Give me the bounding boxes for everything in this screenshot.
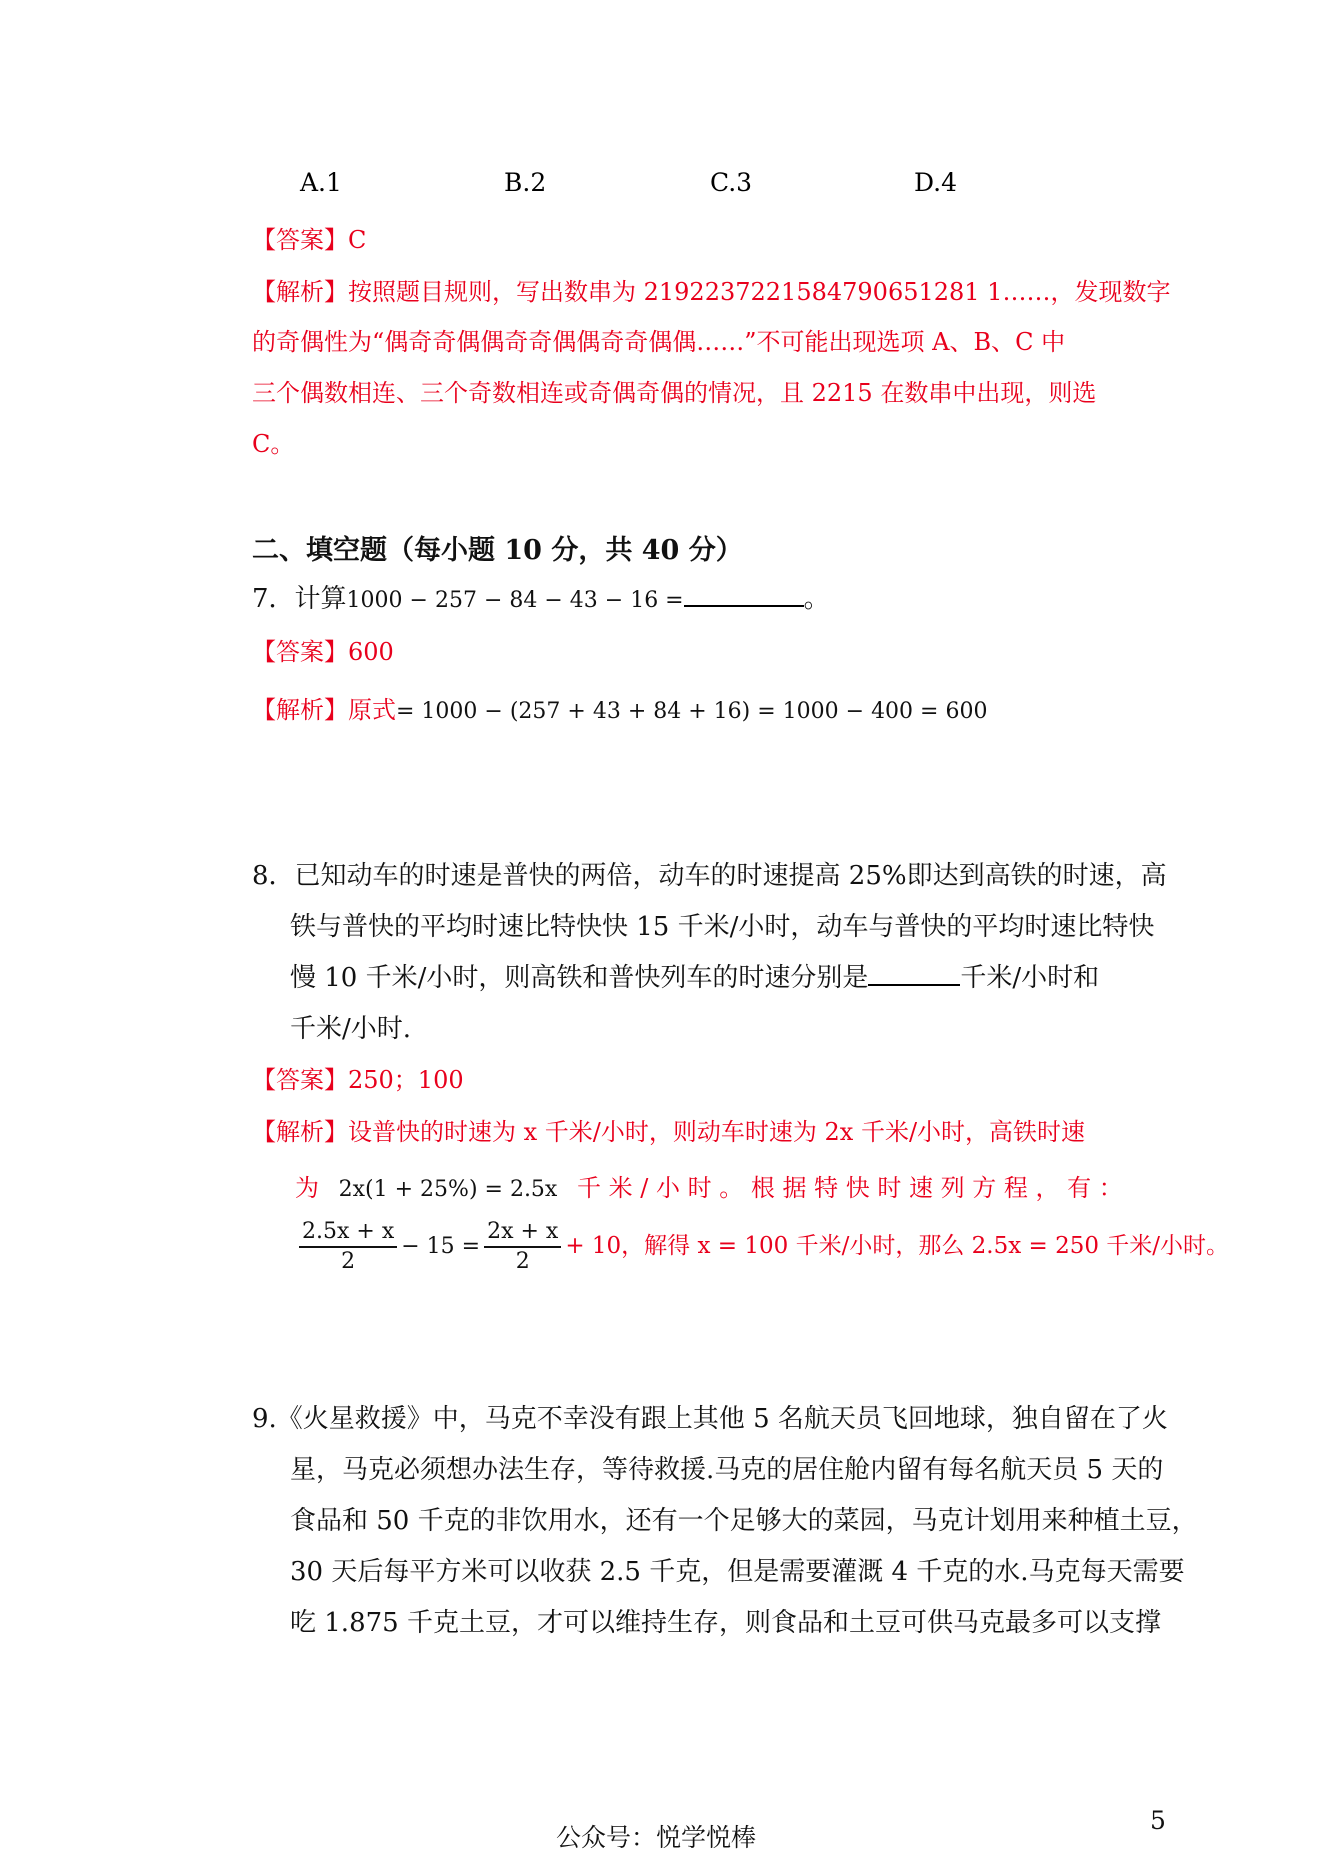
q7-stem	[252, 578, 830, 615]
q8-fraction-1-den: 2	[341, 1249, 356, 1274]
q6-analysis-line-1: 【解析】按照题目规则，写出数串为 2192237221584790651281 1……，发现数字	[252, 278, 1171, 306]
section-heading: 二、填空题（每小题 10 分，共 40 分）	[252, 535, 743, 566]
q8-analysis-line-1: 【解析】设普快的时速为 x 千米/小时，则动车时速为 2x 千米/小时，高铁时速	[252, 1118, 1086, 1146]
q9-line-3: 食品和 50 千克的非饮用水，还有一个足够大的菜园，马克计划用来种植土豆，	[290, 1506, 1198, 1536]
q8-fraction-1	[299, 1218, 397, 1276]
q8-answer: 【答案】250；100	[252, 1066, 464, 1094]
q8-fraction-2	[484, 1218, 561, 1276]
q8-line-3-tail: 千米/小时和	[960, 963, 1100, 993]
q7-analysis-text: 原式	[348, 696, 396, 724]
q8-analysis-line-2	[295, 1168, 1123, 1203]
q8-line-3	[290, 957, 1099, 994]
q7-analysis-label: 【解析】	[252, 696, 348, 724]
q8-fraction-2-num: 2x + x	[484, 1218, 561, 1248]
q6-analysis-line-3: 三个偶数相连、三个奇数相连或奇偶奇偶的情况，且 2215 在数串中出现，则选	[252, 379, 1097, 407]
q7-answer: 【答案】600	[252, 638, 394, 666]
q7-answer-blank	[684, 579, 804, 607]
footer-text: 公众号：悦学悦棒	[556, 1823, 757, 1852]
q6-analysis-line-2: 的奇偶性为“偶奇奇偶偶奇奇偶偶奇奇偶偶……”不可能出现选项 A、B、C 中	[252, 328, 1066, 356]
q7-stem-suffix: 。	[803, 584, 830, 614]
q8-blank-1	[868, 958, 960, 986]
option-b: B.2	[504, 168, 547, 197]
option-d: D.4	[914, 168, 958, 197]
q8-fraction-2-den: 2	[515, 1249, 530, 1274]
q7-stem-prefix: 7．计算	[252, 584, 347, 614]
option-a: A.1	[300, 168, 342, 197]
q8-line-1: 8．已知动车的时速是普快的两倍，动车的时速提高 25%即达到高铁的时速，高	[252, 861, 1167, 891]
q7-analysis	[252, 690, 987, 725]
page-number: 5	[1150, 1806, 1166, 1835]
q8-fraction-1-num: 2.5x + x	[299, 1218, 397, 1248]
q6-answer: 【答案】C	[252, 226, 367, 254]
q9-line-2: 星，马克必须想办法生存，等待救援.马克的居住舱内留有每名航天员 5 天的	[290, 1455, 1164, 1485]
option-c: C.3	[710, 168, 753, 197]
q7-expression: 1000 − 257 − 84 − 43 − 16 =	[346, 588, 684, 613]
q9-line-5: 吃 1.875 千克土豆，才可以维持生存，则食品和土豆可供马克最多可以支撑	[290, 1608, 1161, 1638]
q8-analysis-line-2-prefix: 为	[295, 1174, 319, 1202]
q8-equation	[295, 1218, 1229, 1276]
q8-line-4: 千米/小时.	[290, 1014, 412, 1044]
q7-analysis-math: = 1000 − (257 + 43 + 84 + 16) = 1000 − 400 = 600	[396, 699, 988, 724]
q9-line-4: 30 天后每平方米可以收获 2.5 千克，但是需要灌溉 4 千克的水.马克每天需要	[290, 1557, 1185, 1587]
q8-equation-tail: + 10，解得 x = 100 千米/小时，那么 2.5x = 250 千米/小时。	[565, 1233, 1230, 1259]
q6-analysis-line-4: C。	[252, 430, 295, 458]
q9-line-1: 9.《火星救援》中，马克不幸没有跟上其他 5 名航天员飞回地球，独自留在了火	[252, 1404, 1168, 1434]
q8-equation-mid: − 15 =	[401, 1234, 481, 1259]
q8-line-2: 铁与普快的平均时速比特快快 15 千米/小时，动车与普快的平均时速比特快	[290, 912, 1155, 942]
q8-analysis-line-2-suffix: 千 米 / 小 时 。 根 据 特 快 时 速 列 方 程 ， 有 ：	[576, 1174, 1123, 1202]
q8-analysis-line-2-math: 2x(1 + 25%) = 2.5x	[338, 1177, 558, 1202]
q8-line-3-text: 慢 10 千米/小时，则高铁和普快列车的时速分别是	[290, 963, 869, 993]
